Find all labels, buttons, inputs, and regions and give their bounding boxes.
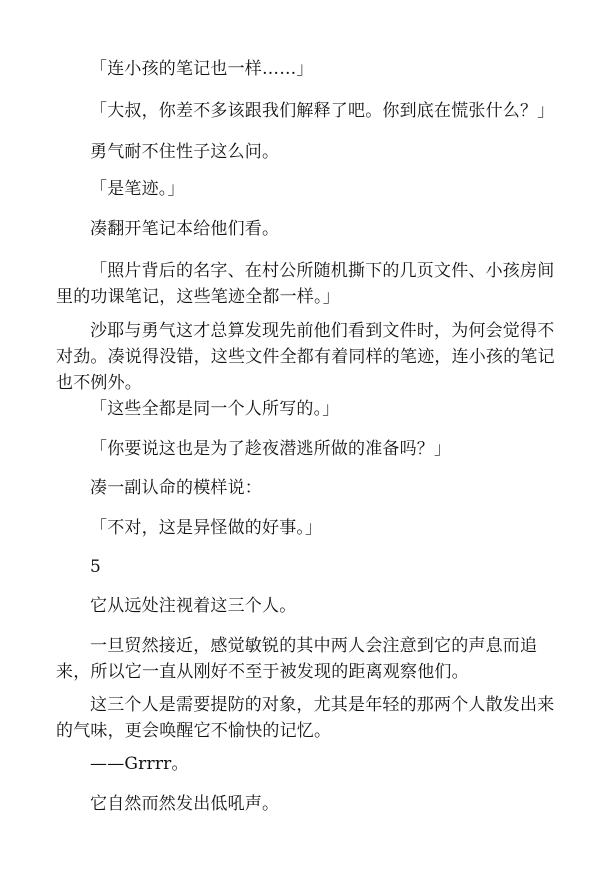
paragraph: 沙耶与勇气这才总算发现先前他们看到文件时，为何会觉得不对劲。凑说得没错，这些文件全都有着同样的笔迹，连小孩的笔记也不例外。: [56, 321, 555, 393]
paragraph: 「照片背后的名字、在村公所随机撕下的几页文件、小孩房间里的功课笔记，这些笔迹全都一样。」: [56, 261, 555, 307]
paragraph: 「这些全都是同一个人所写的。」: [90, 399, 340, 419]
paragraph: 一旦贸然接近，感觉敏锐的其中两人会注意到它的声息而追来，所以它一直从刚好不至于被发现的距离观察他们。: [56, 636, 538, 682]
paragraph: 它从远处注视着这三个人。: [90, 596, 297, 616]
paragraph: 它自然而然发出低吼声。: [90, 794, 280, 814]
paragraph: 「是笔迹。」: [90, 179, 185, 199]
paragraph: 凑一副认命的模样说：: [90, 478, 262, 498]
paragraph: 「大叔，你差不多该跟我们解释了吧。你到底在慌张什么？」: [90, 101, 555, 121]
section-number: 5: [90, 557, 102, 577]
paragraph: 「不对，这是异怪做的好事。」: [90, 518, 323, 538]
paragraph: 勇气耐不住性子这么问。: [90, 142, 280, 162]
paragraph: 这三个人是需要提防的对象，尤其是年轻的那两个人散发出来的气味，更会唤醒它不愉快的记忆。: [56, 695, 555, 741]
paragraph: 凑翻开笔记本给他们看。: [90, 219, 280, 239]
paragraph: 「连小孩的笔记也一样……」: [90, 59, 314, 79]
paragraph: ——Grrrr。: [90, 754, 189, 774]
paragraph: 「你要说这也是为了趁夜潜逃所做的准备吗？」: [90, 439, 452, 459]
